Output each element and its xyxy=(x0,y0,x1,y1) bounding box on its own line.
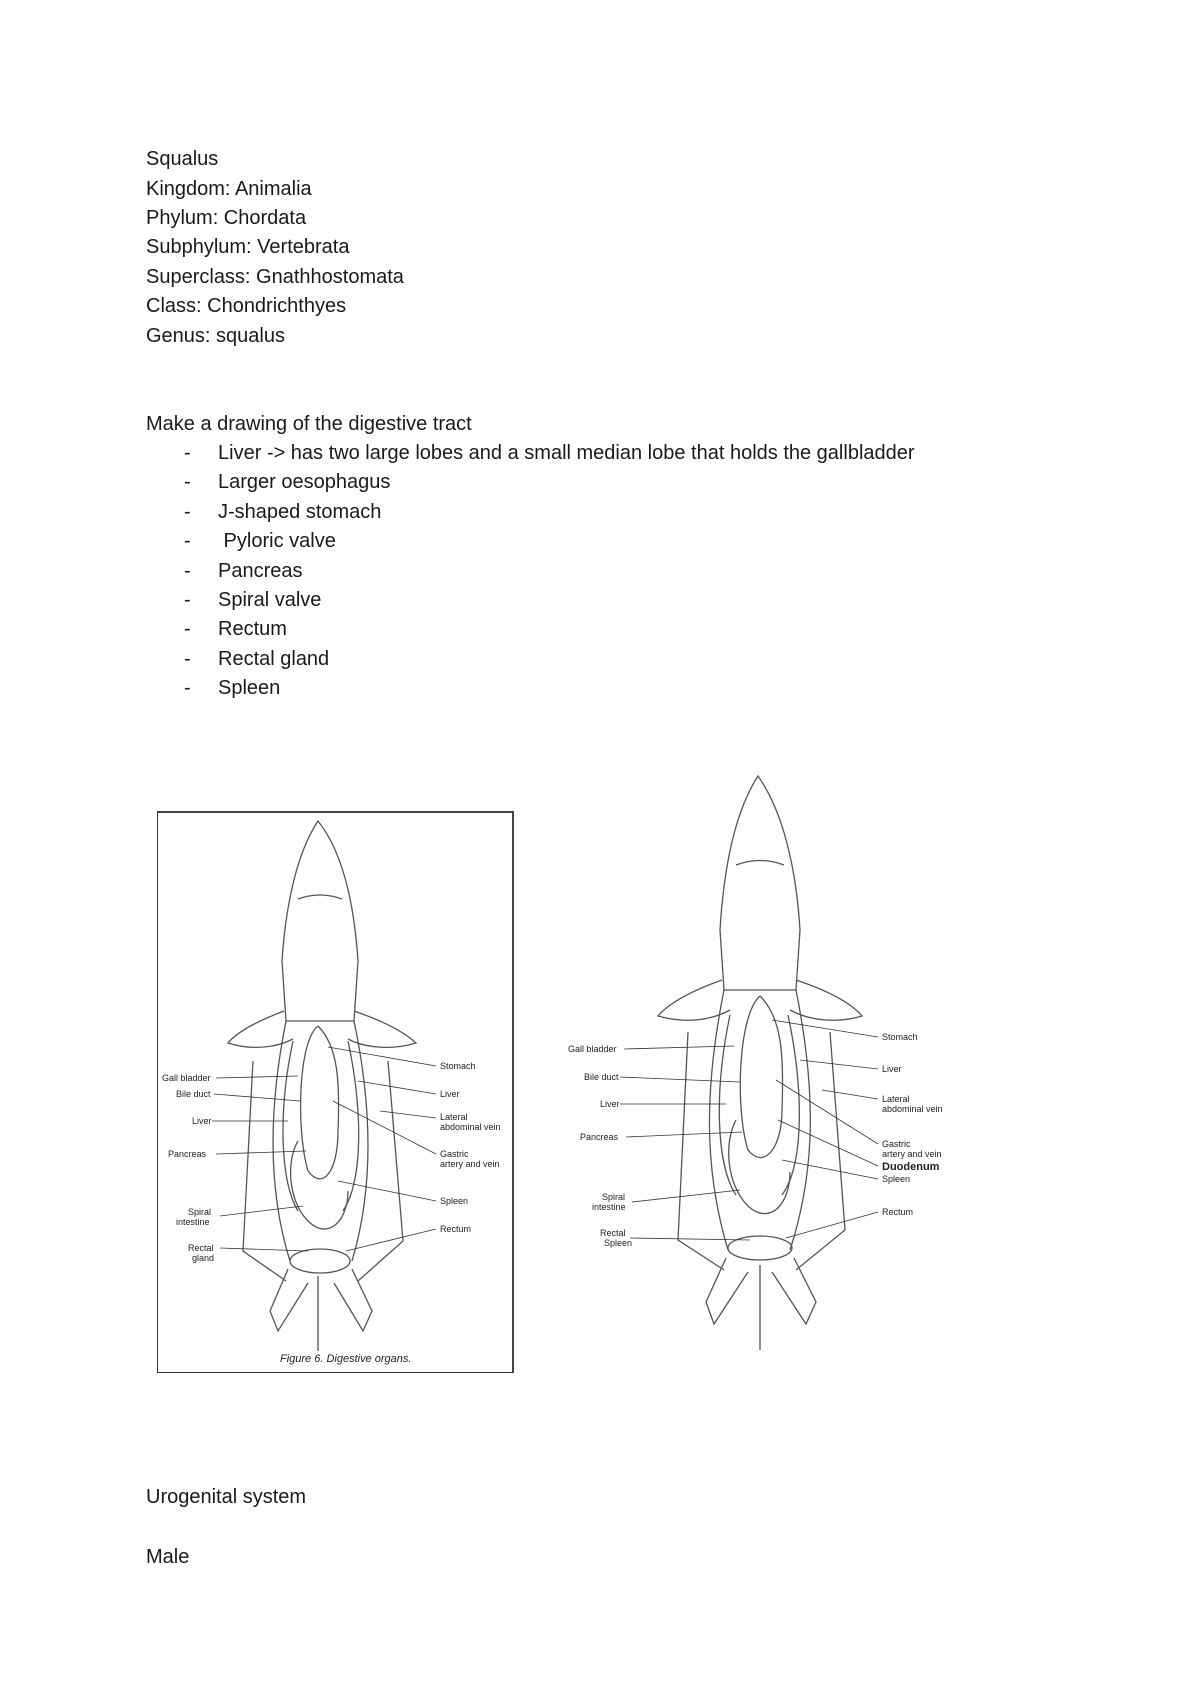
digestive-figure-left xyxy=(157,811,513,1373)
taxonomy-phylum: Phylum: Chordata xyxy=(146,207,307,229)
label-lateral: Lateral xyxy=(440,1112,468,1122)
label-spiral: Spiral xyxy=(188,1207,212,1217)
urogenital-heading: Urogenital system xyxy=(146,1486,307,1508)
urogenital-subheading: Male xyxy=(146,1546,190,1568)
label-gland: gland xyxy=(192,1253,215,1263)
list-item: - Spiral valve xyxy=(184,589,322,611)
taxonomy-genus: Genus: squalus xyxy=(146,325,285,347)
figure-left-border-top xyxy=(157,811,514,813)
label-gastric: Gastric xyxy=(440,1149,469,1159)
label-duodenum: Duodenum xyxy=(882,1161,940,1173)
digestive-figure-right xyxy=(560,770,1010,1370)
label-artery-vein: artery and vein xyxy=(882,1149,942,1159)
label-pancreas: Pancreas xyxy=(168,1149,207,1159)
list-item: - Pyloric valve xyxy=(184,530,336,552)
label-gall-bladder: Gall bladder xyxy=(568,1044,617,1054)
label-liver: Liver xyxy=(600,1099,620,1109)
label-abdominal-vein: abdominal vein xyxy=(440,1122,501,1132)
list-item: - Rectum xyxy=(184,618,287,640)
label-rectum: Rectum xyxy=(440,1224,472,1234)
list-item: - J-shaped stomach xyxy=(184,501,382,523)
shark-diagram-left xyxy=(158,811,514,1373)
digestive-heading: Make a drawing of the digestive tract xyxy=(146,413,472,435)
label-stomach: Stomach xyxy=(440,1061,476,1071)
label-spleen: Spleen xyxy=(440,1196,469,1206)
list-item: - Pancreas xyxy=(184,560,303,582)
label-rectal: Rectal xyxy=(600,1228,626,1238)
figure-caption: Figure 6. Digestive organs. xyxy=(280,1353,412,1365)
list-item: - Spleen xyxy=(184,677,281,699)
list-item: - Liver -> has two large lobes and a small median lobe that holds the gallbladder xyxy=(184,442,915,464)
label-liver-right: Liver xyxy=(440,1089,460,1099)
label-artery-vein: artery and vein xyxy=(440,1159,500,1169)
label-bile-duct: Bile duct xyxy=(176,1089,211,1099)
label-pancreas: Pancreas xyxy=(580,1132,619,1142)
list-item: - Rectal gland xyxy=(184,648,330,670)
label-liver-right: Liver xyxy=(882,1064,902,1074)
list-item: - Larger oesophagus xyxy=(184,471,391,493)
label-bile-duct: Bile duct xyxy=(584,1072,619,1082)
figure-left-border-right xyxy=(512,811,514,1373)
label-gall-bladder: Gall bladder xyxy=(162,1073,211,1083)
label-spleen: Spleen xyxy=(882,1174,911,1184)
taxonomy-superclass: Superclass: Gnathhostomata xyxy=(146,266,404,288)
label-abdominal-vein: abdominal vein xyxy=(882,1104,943,1114)
label-intestine: intestine xyxy=(592,1202,626,1212)
taxonomy-subphylum: Subphylum: Vertebrata xyxy=(146,236,350,258)
label-stomach: Stomach xyxy=(882,1032,918,1042)
taxonomy-title: Squalus xyxy=(146,148,219,170)
label-intestine: intestine xyxy=(176,1217,210,1227)
label-rectum: Rectum xyxy=(882,1207,914,1217)
label-gastric: Gastric xyxy=(882,1139,911,1149)
label-rectal: Rectal xyxy=(188,1243,214,1253)
taxonomy-kingdom: Kingdom: Animalia xyxy=(146,178,312,200)
label-lateral: Lateral xyxy=(882,1094,910,1104)
label-spiral: Spiral xyxy=(602,1192,626,1202)
taxonomy-class: Class: Chondrichthyes xyxy=(146,295,347,317)
shark-diagram-right xyxy=(560,770,1010,1370)
label-liver: Liver xyxy=(192,1116,212,1126)
label-gland: Spleen xyxy=(604,1238,633,1248)
